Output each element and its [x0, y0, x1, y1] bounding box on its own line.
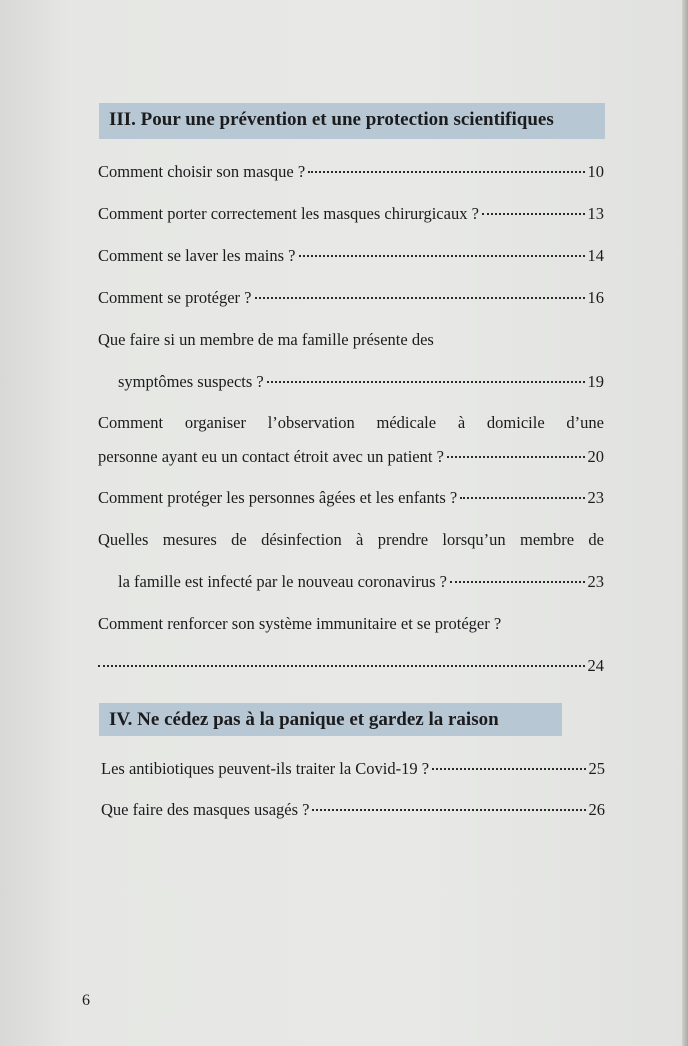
toc-entry-title-line1: Comment organiser l’observation médicale à domicile d’une — [98, 413, 604, 432]
toc-entry-title: Les antibiotiques peuvent-ils traiter la Covid-19 ? — [101, 759, 430, 778]
toc-entry-page: 20 — [587, 447, 604, 466]
toc-entry[interactable] — [98, 161, 604, 183]
page-number: 6 — [82, 992, 90, 1009]
dot-leader — [460, 495, 584, 499]
book-spine-shadow — [682, 0, 688, 1046]
dot-leader — [267, 379, 585, 383]
toc-entry[interactable] — [98, 329, 604, 393]
toc-entry[interactable] — [98, 487, 604, 509]
toc-entry[interactable] — [98, 203, 604, 225]
toc-entry-title: Que faire des masques usagés ? — [101, 800, 310, 819]
toc-entry-title: Comment protéger les personnes âgées et les enfants ? — [98, 488, 458, 507]
toc-entry-page: 19 — [587, 372, 604, 391]
toc-entry-page: 25 — [588, 759, 605, 778]
toc-entry-title-line2: la famille est infecté par le nouveau coronavirus ? — [118, 572, 447, 591]
section-4-header: IV. Ne cédez pas à la panique et gardez la raison — [99, 703, 562, 736]
toc-entry-title-line2: symptômes suspects ? — [118, 372, 264, 391]
toc-entry[interactable] — [101, 799, 605, 821]
toc-entry-title-line2: personne ayant eu un contact étroit avec un patient ? — [98, 447, 444, 466]
toc-entry[interactable] — [101, 758, 605, 780]
toc-entry-title: Comment choisir son masque ? — [98, 162, 306, 181]
toc-entry[interactable] — [98, 412, 604, 468]
toc-entry-page: 23 — [587, 572, 604, 591]
toc-entry-title-line1: Que faire si un membre de ma famille présente des — [98, 330, 434, 349]
section-3-header: III. Pour une prévention et une protection scientifiques — [99, 103, 605, 139]
dot-leader — [308, 169, 584, 173]
toc-entry-page: 13 — [587, 204, 604, 223]
toc-entry[interactable] — [98, 529, 604, 593]
toc-entry[interactable] — [98, 613, 604, 677]
toc-entry-page: 14 — [587, 246, 604, 265]
dot-leader — [432, 766, 585, 770]
toc-entry-title-line1: Comment renforcer son système immunitaire et se protéger ? — [98, 614, 502, 633]
dot-leader — [447, 454, 585, 458]
dot-leader — [98, 663, 585, 667]
toc-entry-page: 23 — [587, 488, 604, 507]
dot-leader — [255, 295, 585, 299]
toc-entry-page: 26 — [588, 800, 605, 819]
toc-entry-page: 10 — [587, 162, 604, 181]
dot-leader — [299, 253, 585, 257]
toc-entry-page: 16 — [587, 288, 604, 307]
toc-entry-title: Comment porter correctement les masques chirurgicaux ? — [98, 204, 479, 223]
dot-leader — [482, 211, 585, 215]
dot-leader — [450, 579, 585, 583]
toc-entry[interactable] — [98, 245, 604, 267]
dot-leader — [312, 807, 585, 811]
toc-entry-title: Comment se laver les mains ? — [98, 246, 296, 265]
toc-entry-page: 24 — [587, 656, 604, 675]
toc-entry[interactable] — [98, 287, 604, 309]
toc-entry-title-line1: Quelles mesures de désinfection à prendre lorsqu’un membre de — [98, 530, 604, 549]
toc-entry-title: Comment se protéger ? — [98, 288, 252, 307]
